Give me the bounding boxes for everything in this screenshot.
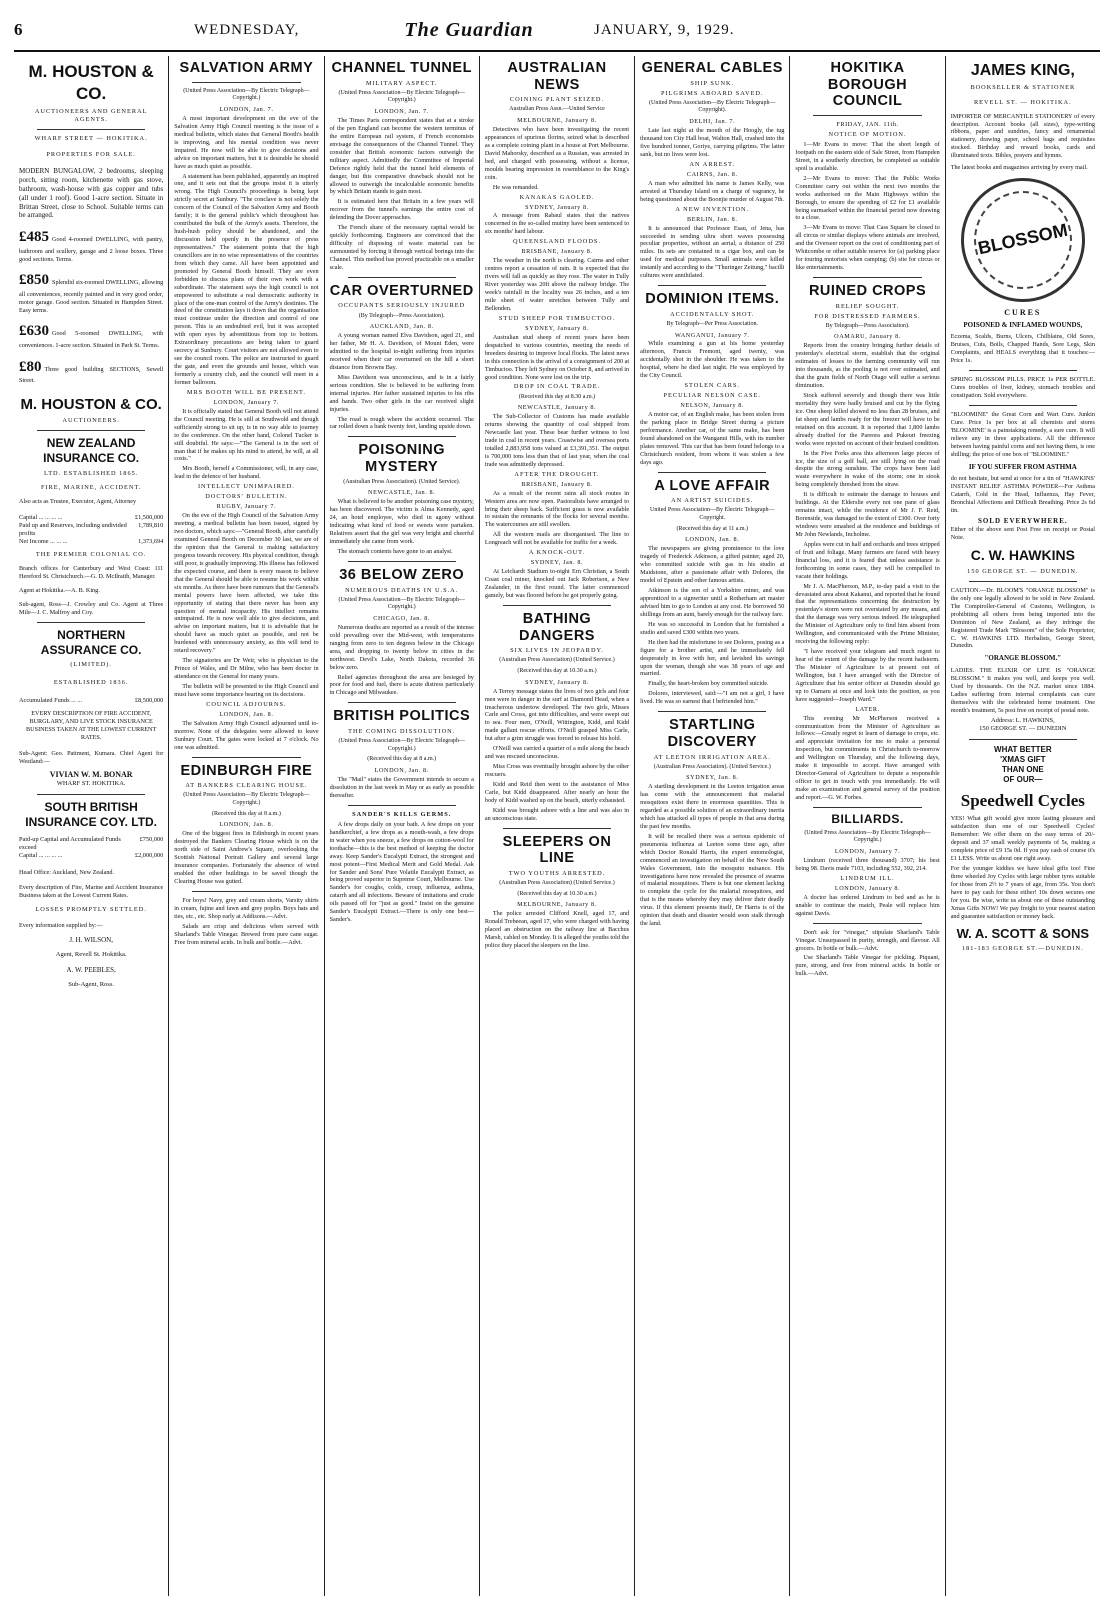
paragraph: Kidd was brought ashore with a line and was also in an unconscious state. xyxy=(484,806,630,822)
car-overturned-heading: CAR OVERTURNED xyxy=(329,282,474,299)
dateline: NELSON, January 8. xyxy=(680,402,745,410)
ladies-text: LADIES. THE ELIXIR OF LIFE IS "ORANGE BLOSSOM." It makes you well, and keeps you well. Used by thousands. On the N.Z. market since 1884. Ladies suffering from internal complaints can cure themselves with the celebrated home treatment. One month's treatment, 5s post free on receipt of postal note. xyxy=(950,667,1095,715)
credit: (United Press Association—By Electric Telegraph—Copyright). xyxy=(649,99,776,114)
divider xyxy=(658,711,766,712)
caution-text: CAUTION.—Dr. BLOOM'S "ORANGE BLOSSOM" is the only one legally allowed to be sold in New Zealand. The Comptroller-General of Customs, Wellington, is prohibiting all others from being imported into the Dominion of New Zealand, as they infringe the Registered Trade Mark "Blossom" of the Sole Proprietor, C. W. HAWKINS LTD. Herbalists, George Street, Dunedin. xyxy=(950,586,1095,650)
startling-discovery-heading: STARTLING DISCOVERY xyxy=(667,717,757,750)
cures: CURES xyxy=(1004,308,1042,318)
dateline: BRISBANE, January 8. xyxy=(521,248,593,256)
subheading: QUEENSLAND FLOODS. xyxy=(513,238,601,246)
salvation-army-heading: SALVATION ARMY xyxy=(179,60,314,76)
seal-text: BLOSSOM xyxy=(965,182,1081,298)
paragraph: All the western mails are disorganised. The line to Longreach will not be available for traffic for a week. xyxy=(484,531,630,547)
sbi-every: Every description of Fire, Marine and Accident Insurance Business taken at the Lowest Current Rates. xyxy=(19,884,164,900)
divider xyxy=(969,405,1077,406)
subheading: AN ARTIST SUICIDES. xyxy=(671,497,754,505)
subheading: NOTICE OF MOTION. xyxy=(828,130,907,138)
credit: (United Press Association—By Electric Telegraph—Copyright.) xyxy=(183,87,310,102)
subheading: A NEW INVENTION. xyxy=(675,205,750,213)
subheading: COINING PLANT SEIZED. xyxy=(509,96,605,104)
net-value: 1,373,694 xyxy=(138,537,164,545)
advert-sanders: A few drops daily on your bath. A few drops on your handkerchief, a few drops as a mouth-wash, a few drops in water when you sneeze, a few drops on cotton-wool for toothache—this is the best method of keeping the doctor away. Keep Sander's Eucalypti Extract, the strongest and most potent—First Medical Merit and Gold Medal. Ask for Sander and Sons' Pure Volatile Eucalypti Extract, as being proved superior in Supreme Court, Melbourne. Use Sander's for coughs, colds, croup, influenza, asthma, catarrh and all infections. Beware of imitations and crude oils passed off for "just as good." Insist on the genuine Sander's Eucalypti Extract.—There is only one best—Sander's. xyxy=(329,820,474,924)
divider xyxy=(348,277,456,278)
supplied: Every information supplied by:— xyxy=(19,922,103,930)
divider xyxy=(969,739,1077,740)
houston-sub: AUCTIONEERS AND GENERAL AGENTS. xyxy=(34,107,148,123)
bonar-name: VIVIAN W. M. BONAR xyxy=(49,770,133,780)
capital-value: £1,500,000 xyxy=(134,513,164,521)
sleepers-on-line-heading: SLEEPERS ON LINE xyxy=(502,833,612,867)
below-zero-heading: 36 BELOW ZERO xyxy=(339,566,465,583)
hawkins-heading: C. W. HAWKINS xyxy=(970,546,1075,563)
received: (Received this day at 8 a.m.) xyxy=(367,756,437,763)
paragraph: As a result of the recent rains all stock routes in Western area are now open. Pastoralists have arranged to bring their sheep back. Sufficient grass is now available to sustain the remnants of the flocks for several months. The watercourses are still swollen. xyxy=(484,489,630,529)
paragraph: It will be recalled there was a serious epidemic of pneumonia influenza at Leeton some time ago, after which Doctor Ronald Harris, the expert entomologist, commenced an investigation on behalf of the New South Wales Government, into the mosquito nuisance. His investigations have now revealed the presence of swarms of malarial mosquitoes. There is but one element lacking to complete the cycle for the malarial mosquitoes, and that is the means whereby they may deliver their deadly virus. If this element presents itself, Dr Harris is of the opinion that death and disaster would soon stalk through the land. xyxy=(640,832,785,928)
subheading: FOR DISTRESSED FARMERS. xyxy=(814,312,921,320)
paragraph: A startling development in the Leeton irrigation areas has come with the announcement that malarial mosquitoes exist there in enormous quantities. This is regarded as a possible solution of an extraordinary inertia which has attacked all types of people in that area during the past few months. xyxy=(640,783,785,830)
scott-heading: W. A. SCOTT & SONS xyxy=(956,925,1090,941)
dateline: LONDON, Jan. 8. xyxy=(219,710,274,718)
wilson-name: J. H. WILSON, xyxy=(69,936,113,945)
paragraph: Kidd and Reid then went to the assistance of Miss Carle, but Kidd disappeared. After nearly an hour the body of Kidd washed up on the beach, utterly exhausted. xyxy=(484,780,630,804)
dateline: CHICAGO, Jan. 8. xyxy=(373,614,431,622)
column-7 xyxy=(946,56,1100,1596)
subheading: STOLEN CARS. xyxy=(684,382,741,390)
dateline: SYDNEY, January 8. xyxy=(525,678,589,686)
paragraph: Miss Davidson was unconscious, and is in a fairly serious condition. She is believed to be suffering from internal injuries. Her father sustained injuries to his ribs and hands. Two other girls in the car received slight injuries. xyxy=(329,373,474,413)
credit: United Press Association—By Electric Telegraph—Copyright. xyxy=(650,507,775,522)
properties-heading: PROPERTIES FOR SALE. xyxy=(46,150,136,158)
dateline: LONDON, Jan. 8. xyxy=(374,767,429,775)
ruined-crops-heading: RUINED CROPS xyxy=(808,283,927,299)
capital-line xyxy=(19,514,163,522)
received: (Received this day at 11 a.m.) xyxy=(676,525,749,532)
credit: Australian Press Assn.—United Service xyxy=(509,106,605,113)
dateline: NEWCASTLE, Jan. 8. xyxy=(368,489,436,497)
paragraph: The Salvation Army High Council adjourned until to-morrow. None of the delegates were allowed to leave Sunbury Court. The gates were locked at 7 o'clock. No one was admitted. xyxy=(174,719,319,751)
advert-vinegar-2: Use Sharland's Table Vinegar for pickling. Piquant, pure, strong, and free from mineral acids. In bottle or bulk.—Advt. xyxy=(795,954,940,978)
houston-heading: M. HOUSTON & CO. xyxy=(28,62,154,103)
blossom-text: Eczema, Scalds, Burns, Ulcers, Chilblains, Old Sores, Bruises, Cuts, Boils, Chapped Hands, Sore Legs, Skin Complaints, and HEALS everything that it touches:—Price 1s. xyxy=(950,333,1095,365)
paragraph: Stock suffered severely and though there was little mortality they were badly bruised and cut by the flying ice. One sheep killed showed no less than 28 bruises, and fat sheep and lambs ready for the freezer will have to be retained on this account. It is reported that 1,800 lambs already drafted for the Pareora and Pukeuri freezing works were rejected on account of their bruised condition. xyxy=(795,392,940,447)
paragraph: The French share of the necessary capital would be quickly forthcoming. Engineers are convinced that the difficulty of disposing of waste material can be surmounted by forcing it through vertical borings into the Channel. This method has proved practicable on a smaller scale. xyxy=(329,224,474,271)
address-line-2: 150 GEORGE ST. — DUNEDIN xyxy=(979,725,1067,733)
divider xyxy=(813,115,921,116)
dateline: SYDNEY, Jan. 8. xyxy=(686,774,739,782)
subheading: THE COMING DISSOLUTION. xyxy=(348,728,456,736)
paragraph: This evening Mr McPherson received a communication from the Minister of Agriculture as follows:—Greatly regret to learn of damage to crops, etc. and appreciate invitation for me to make a personal inspection, but commitments in Christchurch to-morrow and Wellington on Thursday, and the following days, make it impossible to accept. Have arranged with Director-General of Agriculture to depute a responsible officer to get in touch with you immediately. He will make an examination and general survey of the position and report.—G. W. Forbes. xyxy=(795,714,940,801)
paragraph: Mrs Booth, herself a Commissioner, will, in any case, lead in the defence of her husband. xyxy=(174,465,319,481)
speedwell-heading: Speedwell Cycles xyxy=(960,790,1085,810)
subheading: MRS BOOTH WILL BE PRESENT. xyxy=(186,388,306,396)
nzi-kind: FIRE, MARINE, ACCIDENT. xyxy=(40,483,142,491)
paragraph: On the eve of the High Council of the Salvation Army meeting, a medical bulletin has been issued, signed by two doctors, which says:—"General Booth, after carefully examined General Booth on December 30 last, we are of the opinion that the General is making satisfactory progress towards recovery. His physical condition, though still poor, is gradually improving. His illness has followed the expected course, and there is every reason to believe that the General should be able to resume his work within six months. As there have been rumours that the General's mental powers have been affected, we take this opportunity of stating that there never has been any question of mental incapacity. His intellect remains unimpaired. He is now well able to give decisions, and advise on important matters, but it is advisable that he should have as much quiet as possible, and not be burdened with unnecessary anxiety, as this will tend to retard recovery." xyxy=(174,512,319,655)
nac-every: EVERY DESCRIPTION OF FIRE ACCIDENT, BURGLARY, AND LIVE STOCK INSURANCE BUSINESS TAKEN AT THE LOWEST CURRENT RATES. xyxy=(26,710,157,742)
paragraph: He was remanded. xyxy=(492,183,539,191)
dateline: DELHI, Jan. 7. xyxy=(689,118,736,126)
credit: By Telegraph—Per Press Association. xyxy=(666,320,758,327)
dateline: SYDNEY, Jan. 8. xyxy=(530,559,584,567)
sbi-cap-line xyxy=(19,852,163,860)
dominion-items-heading: DOMINION ITEMS. xyxy=(645,291,780,308)
divider xyxy=(192,891,300,892)
paragraph: The stomach contents have gone to an analyst. xyxy=(337,547,453,555)
dateline: LONDON, Jan. 8. xyxy=(685,536,740,544)
paragraph: 3—Mr Evans to move: That Cass Square be closed to all circus or similar displays where animals are involved, and the Overseer report on the cost of conditioning part of Whitcombe or other suitable reserve for (a) parking place for touring motorists when camping; (b) site for circus or like entertainments. xyxy=(795,224,940,272)
masthead-date: JANUARY, 9, 1929. xyxy=(594,21,735,38)
poisoned: POISONED & INFLAMED WOUNDS, xyxy=(963,321,1083,330)
divider xyxy=(813,923,921,924)
subheading: INTELLECT UNIMPAIRED. xyxy=(197,483,295,491)
divider xyxy=(37,794,145,795)
subheading: PILGRIMS ABOARD SAVED. xyxy=(660,89,764,97)
dateline: BRISBANE, January 8. xyxy=(521,480,593,488)
paragraph: Mr J. A. MacPherson, M.P., to-day paid a visit to the devastated area about Kakanui, and reported that he found that the representations concerning the destruction by yesterday's storm were not overstated by any means, and that the damage was very serious indeed. He telegraphed the Minister of Agriculture only to find him absent from Wellington, and communicated with the Prime Minister, receiving the following reply: xyxy=(795,582,940,646)
price-630: £630 xyxy=(19,323,49,340)
asthma-text: do not hesitate, but send at once for a tin of "HAWKINS' INSTANT RELIEF ASTHMA POWDER—For Asthma Catarrh, Cold in the Head, Influenza, Hay Fever, Bronchial Affections and Difficult Breathing. Price 2s 6d tin. xyxy=(950,475,1095,515)
paragraph: Relief agencies throughout the area are besieged by poor for food and fuel, there is acute distress particularly in Chicago and Milwaukee. xyxy=(329,673,474,697)
credit: By Telegraph—Press Association). xyxy=(825,322,910,329)
credit: (United Press Association—By Electric Telegraph—Copyright.) xyxy=(183,792,310,806)
subheading: SIX LIVES IN JEOPARDY. xyxy=(510,647,604,655)
dateline: MELBOURNE, January 8. xyxy=(517,901,597,909)
paragraph: The weather in the north is clearing. Cairns and other centres report a cessation of rain. It is expected that the rivers will fall as quickly as they rose. The water in Tully River yesterday was 20ft above the railway bridge. The week's rainfall in the locality was 26 inches, and a ten mile sheet of water stretches between Tully and Bellenden. xyxy=(484,257,630,312)
divider xyxy=(348,805,456,806)
advert-addisons: For boys! Navy, grey and cream shorts, Varsity shirts in cream, fujine and fawn and grey poplin. Boys hats and ties, etc., etc. Shop early at Addisons.—Advt. xyxy=(174,896,319,920)
dateline: AUCKLAND, Jan. 8. xyxy=(369,323,434,331)
paragraph: A motor car, of an English make, has been stolen from the parking place in Bridge Street during a picture performance. Another car, of the same make, has been found abandoned on the Wanganui Hills, with its number plates removed. This car that has been found belongs to a Christchurch resident, from whom it was stolen a few days ago. xyxy=(640,411,785,466)
divider xyxy=(658,285,766,286)
importer-text: IMPORTER OF MERCANTILE STATIONERY of every description. Account books (all sizes), type-writing ribbons, paper and sundries, fancy and ornamental stationery, drawing paper, school bags and requisites stocked. Birthday and reward books, cards and illuminated texts. Bibles, prayers and hymns. xyxy=(950,112,1095,160)
dateline: LONDON, Jan. 7. xyxy=(219,106,274,114)
column-4 xyxy=(480,56,635,1596)
sbi-heading: SOUTH BRITISH INSURANCE COY. LTD. xyxy=(25,799,158,830)
paragraph: It is estimated here that Britain in a few years will recover from the tunnel's earnings the entire cost of defending the Dover approaches. xyxy=(329,198,474,222)
dateline: RUGBY, January 7. xyxy=(216,503,277,511)
bonar-address: WHARF ST. HOKITIKA. xyxy=(56,780,126,788)
net-line xyxy=(19,538,163,546)
credit: (United Press Association—By Electric Telegraph—Copyright.) xyxy=(338,738,465,752)
nzi-established: LTD. ESTABLISHED 1865. xyxy=(43,469,139,477)
sbi-cap-value: £2,000,000 xyxy=(134,852,164,860)
love-affair-heading: A LOVE AFFAIR xyxy=(654,477,771,494)
paragraph: A young woman named Elva Davidson, aged 21, and her father, Mr H. A. Davidson, of Mount Eden, were admitted to the hospital to-night suffering from injuries received when their car overturned on the hill a short distance from Browns Bay. xyxy=(329,332,474,371)
divider xyxy=(348,436,456,437)
latest-books: The latest books and magazines arriving by every mail. xyxy=(950,164,1088,172)
divider xyxy=(192,82,300,83)
subheading: AN ARREST. xyxy=(689,160,736,168)
column-6 xyxy=(790,56,945,1596)
dateline: FRIDAY, JAN. 11th. xyxy=(836,121,899,129)
paragraph: Atkinson is the son of a Yorkshire miner, and was apprenticed to a signwriter until a Rotherham art master advised him to go to London at any cost. He borrowed 50 shillings from an aunt, barely enough for the railway fare. xyxy=(640,587,785,618)
subheading: AFTER THE DROUGHT. xyxy=(514,470,600,478)
bungalow-text: MODERN BUNGALOW, 2 bedrooms, sleeping porch, sitting room, kitchenette with gas stove, bathroom, wash-house with gas copper and tubs (all under 1 roof). Good 1-acre section. Situate in Brittan Street, close to School. Suitable terms can be arranged. xyxy=(19,166,164,220)
paragraph: The newspapers are giving prominence to the love tragedy of Frederick Atkinson, a gifted painter, aged 20, who committed suicide with gas in his studio at Maidstone, after a passionate affair with Dolores, the model of Epstein and other famous artists. xyxy=(640,545,785,585)
paragraph: Late last night at the mouth of the Hoogly, the tug thousand ton City Hall boat, Walton Hall, crashed into the five hundred tonner, Goriye, carrying pilgrims. The latter sank, but no lives were lost. xyxy=(640,127,785,158)
divider xyxy=(192,757,300,758)
paragraph: 1—Mr Evans to move: That the short length of footpath on the eastern side of Sale Street, from Hampden Street, in a southerly direction, be completed as suitable spoil is available. xyxy=(795,141,940,172)
paid-line xyxy=(19,522,163,538)
houston-heading-2: M. HOUSTON & CO. xyxy=(20,395,162,413)
subheading: AT LEETON IRRIGATION AREA. xyxy=(653,753,771,761)
received: (Received this day at 10.30 a.m.) xyxy=(517,890,597,897)
divider xyxy=(969,370,1077,371)
houston-sub-2: AUCTIONEERS. xyxy=(62,416,120,424)
paragraph: It is officially stated that General Booth will not attend the Council meeting. He is still at Southwold and though sufficiently strong to sit up, is in no way able to journey to the conference. On the other hand, Colonel Tucker is still doubtful. He says:—"The General is in the sort of man that if he makes up his mind to attend, he will, at all costs." xyxy=(174,407,319,463)
agent-hokitika: Agent at Hokitika.—A. B. King. xyxy=(19,586,100,594)
dateline: WANGANUI, January 7. xyxy=(674,331,750,339)
credit: (United Press Association—By Electric Telegraph—Copyright.) xyxy=(338,89,465,104)
paragraph: A man who admitted his name is James Kelly, was arrested at Thursday Island on a charge of vagrancy, he being questioned about the Boonjie murder of August 7th. xyxy=(640,179,785,203)
divider xyxy=(37,622,145,623)
paragraph: O'Neill was carried a quarter of a mile along the beach and was rescued unconscious. xyxy=(484,745,630,761)
spring-blossom-seal xyxy=(961,178,1085,302)
paragraph: The Sub-Collector of Customs has made available returns showing the quantity of coal shipped from Newcastle last year. These bear further witness to lost trade in coal in recent years. Coastwise and oversea ports totalled 2,883,958 tons valued at £3,391,351. The output is 700,000 tons less than that of last year, when the coal trade was admittedly depressed. xyxy=(484,413,630,468)
gift-line-2: 'XMAS GIFT xyxy=(1000,754,1046,764)
paragraph: The police arrested Clifford Knell, aged 17, and Ronald Trebeean, aged 17, who were charged with having placed an obstruction on the railway line at Bacchus Marsh, cabled on Monday. It is alleged the youths told the police they placed the sleepers on the line. xyxy=(484,910,630,950)
later: LATER. xyxy=(855,705,880,713)
subheading: KANAKAS GAOLED. xyxy=(519,193,595,201)
dateline: LONDON, January 7. xyxy=(213,398,280,406)
poisoning-mystery-heading: POISONING MYSTERY xyxy=(358,442,446,476)
dateline: MELBOURNE, January 8. xyxy=(517,117,597,125)
price-850: £850 xyxy=(19,272,49,289)
branch-offices: Branch offices for Canterbury and West Coast: 111 Hereford St. Christchurch.—G. D. McIlraith, Manager. xyxy=(19,564,164,580)
paragraph: The bulletin will be presented to the High Council and must have some importance bearing on its decisions. xyxy=(174,682,319,698)
paragraph: "I have received your telegram and much regret to hear of the extent of the damage by the recent hailstorm. The Minister of Agriculture is at present out of Wellington, but I have arranged with the Director of Agriculture that his senior officer at Dunedin should go up to Oamaru at once and look into the position, as you have suggested—Joseph Ward." xyxy=(795,648,940,703)
peebles-agent: Sub-Agent, Ross. xyxy=(68,980,114,988)
subheading: ACCIDENTALLY SHOT. xyxy=(670,310,755,318)
net-label: Net Income ... ... ... xyxy=(19,537,68,545)
sub-agents: Sub-agent, Ross—J. Crowley and Co. Agent at Three Mile—J. C. Malfroy and Coy. xyxy=(19,600,164,616)
paragraph: The Times Paris correspondent states that at a stroke of the pen England can become the western terminus of the entire European rail system, if French economists envisage the consequences of the Channel Tunnel. They consider that British economic factors outweigh the military aspect. Admittedly the Committee of Imperial Defence rightly held that the tunnel held elements of danger, but this comparative drawback should not be allowed to outweigh the incalculable economic benefits by which Britain stands to gain most. xyxy=(329,117,474,196)
hawkins-address: 150 GEORGE ST. — DUNEDIN. xyxy=(967,567,1079,575)
bookseller: BOOKSELLER & STATIONER xyxy=(970,84,1076,92)
speedwell-text-2: For the younger kiddies we have ideal gifts too! Fine three wheeled Joy Cycles with large rubber tyres suitable for those from 2½ to 7 years of age, from 35s. You don't have to pay cash for these either! 10s down secures one for you. Be wise, write us about one of these outstanding Xmas Gifts NOW! We pay freight to your nearest station and guarantee satisfaction or money back. xyxy=(950,864,1095,920)
paragraph: He then had the misfortune to see Dolores, posing as a figure for a brother artist, and he immediately fell desperately in love with her, and lavished his savings upon the woman, though she was 38 years of age and married. xyxy=(640,638,785,678)
paragraph: One of the biggest fires in Edinburgh in recent years destroyed the Bankers Clearing House which is on the north side of Saint Andrew's Square, overlooking the Scottish National Portrait Gallery and several large insurance companies. Fortunately the absence of wind enabled the other buildings to be saved though the Clearing House was gutted. xyxy=(174,830,319,885)
nac-sub: (LIMITED). xyxy=(70,661,112,669)
accumulated-value: £8,500,000 xyxy=(134,697,164,705)
subheading: TWO YOUTHS ARRESTED. xyxy=(508,869,606,877)
text-630: Good 5-roomed DWELLING, with conveniences. 1-acre section. Situated in Park St. Terms. xyxy=(19,330,164,349)
credit: (By Telegraph—Press Association). xyxy=(358,312,445,319)
paragraph: While examining a gun at his home yesterday afternoon, Francis Fremont, aged twenty, was accidentally shot in the shoulder. He was taken to the hospital, where he died last night. He was employed by the City Council. xyxy=(640,340,785,380)
paragraph: 2—Mr Evans to move: That the Public Works Committee carry out within the next two months the works authorised on the Main Highways within the Borough, to ensure the spending of £2 for £1 available being earmarked within the financial period now drawing to a close. xyxy=(795,174,940,222)
sbi-paid-value: £750,000 xyxy=(139,836,164,844)
text-850: Splendid six-roomed DWELLING, allowing all conveniences, recently painted and in very good order, motor garage. Good section. Situated in Hampden Street. Easy terms. xyxy=(19,279,164,314)
subheading: MILITARY ASPECT. xyxy=(365,79,438,87)
subheading: DROP IN COAL TRADE. xyxy=(513,383,601,391)
credit: (Australian Press Association). (United Service). xyxy=(343,478,461,485)
subheading: COUNCIL ADJOURNS. xyxy=(206,700,287,708)
nzi-heading: NEW ZEALAND INSURANCE CO. xyxy=(43,435,140,466)
divider xyxy=(503,828,611,829)
advert-vinegar: Don't ask for "vinegar," stipulate Sharland's Table Vinegar. Unsurpassed in purity, strength, and flavour. All grocers. In bottle or bulk.—Advt. xyxy=(795,928,940,952)
paragraph: A statement has been published, apparently an inspired one, and it sets out that the groups insist it is utterly wrong. The High Council's proceedings is being kept strictly secret at Sunbury. "The conclave is not solely the concern of the Council of the Salvation Army and Booth family; it is the general public's which throughout has contributed the bulk of the Army's assets. Therefore, the hush-hush policy should be abandoned, and the discussion held openly in the presence of press representatives." The statement points that the high councillors are in no wise representatives of the countries from which they came. All have been appointed and promoted by General Booth himself. They are even forbidden to discuss plans of their own work with a subordinate. The statement says the high council is not empowered to substitute a real democratic authority in place of the one-man control of the Army's destinies. The deed of the constitution lays it down that the organisation must continue under the direction and control of one person. This is an undoubted evil, but it was accepted with open eyes by adventitious from top to bottom. Extraordinary precautions are being taken to guard secrecy at Sunbury. Court visitors are not allowed even to see the council room. The police are instructed to guard the gate, and even the grounds and house, which was formerly a country club, and the council will meet in a former ballroom. xyxy=(174,172,319,386)
masthead xyxy=(14,10,1100,52)
price-80: £80 xyxy=(19,358,42,375)
column-2 xyxy=(169,56,324,1596)
subheading: SANDER'S KILLS GERMS. xyxy=(352,810,452,818)
subheading: PECULIAR NELSON CASE. xyxy=(663,392,761,400)
subheading: NUMEROUS DEATHS IN U.S.A. xyxy=(345,586,459,594)
paragraph: Detectives who have been investigating the recent appearances of spurious florins, seized what is described as a complete coining plant in a house at Port Melbourne. David Mahorsky, described as a Russian, was arrested in bed, and charged with possessing, without a license, moulds bearing impression in resemblance to the King's coin. xyxy=(484,126,630,181)
masthead-day: WEDNESDAY, xyxy=(194,21,300,38)
asthma-heading: IF YOU SUFFER FROM ASTHMA xyxy=(968,462,1077,471)
divider xyxy=(969,581,1077,582)
divider xyxy=(37,430,145,431)
paragraph: Apples were cut in half and orchards and trees stripped of fruit and foliage. Many farmers are faced with heavy financial loss, and it is feared that unless assistance is forthcoming in some cases, they will be compelled to vacate their holdings. xyxy=(795,540,940,580)
sbi-cap-label: Capital ... ... ... ... xyxy=(19,852,63,860)
wilson-agent: Agent, Revell St. Hokitika. xyxy=(55,951,127,959)
paragraph: Lindrum (received three thousand) 3707; his best being 98. Davis made 7103, including 552, 392, 214. xyxy=(795,856,940,872)
capital-label: Capital ... ... ... ... xyxy=(19,513,63,521)
speedwell-text: YES! What gift would give more lasting pleasure and satisfaction than one of our Speedwell Cycles! Remember: We offer them on the easy terms of 20/- deposit and 37 small weekly payments of 5s, making a complete price of £9 15s 0d. If you pay cash of course it's £1 LESS. Write us about one right away. xyxy=(950,815,1095,862)
nac-established: ESTABLISHED 1836. xyxy=(53,679,129,687)
nzi-trustee: Also acts as Trustee, Executor, Agent, Attorney xyxy=(19,497,137,505)
sub-agent-2: Sub-Agent: Geo. Pattment, Kumara. Chief Agent for Westland:— xyxy=(19,750,164,766)
dateline: SYDNEY, January 8. xyxy=(525,203,589,211)
paragraph: A most important development on the eve of the Salvation Army High Council meeting is the issue of a medical bulletin, which states that General Booth's health is improving, and his mental condition was never impaired. He now will be able to give decisions and advice on important matters, but it is desirable he should have as much quiet as possible. xyxy=(174,114,319,170)
paragraph: What is believed to be another poisoning case mystery, has been discovered. The victim is Alma Kennedy, aged 24, an hotel employee, who died in agony without indicating what kind of food or sweets were partaken. Relatives assert that the girl was very bright and cheerful immediately she came from work. xyxy=(329,498,474,546)
paragraph: Numerous deaths are reported as a result of the intense cold prevailing over the Mid-west, with temperatures ranging from zero to ten degrees below in the Chicago area, and dropping to twenty below in cities in the northwest. Devil's Lake, North Dakota, recorded 36 below zero. xyxy=(329,623,474,671)
divider xyxy=(658,472,766,473)
received: (Received this day at 10.30 a.m.) xyxy=(517,668,597,675)
credit: (Australian Press Association) (United Service.) xyxy=(499,880,615,887)
subheading: AT BANKERS CLEARING HOUSE. xyxy=(185,782,308,790)
dateline: CAIRNS, Jan. 8. xyxy=(686,170,738,178)
dateline: SYDNEY, January 8. xyxy=(525,324,589,332)
divider xyxy=(813,277,921,278)
paragraph: He was so successful in London that he furnished a studio and saved £300 within two years. xyxy=(640,620,785,636)
sbi-paid-label: Paid-up Capital and Accumulated Funds exceed xyxy=(19,836,121,852)
gift-line-4: OF OUR— xyxy=(1003,775,1043,785)
columns xyxy=(14,56,1100,1596)
dateline: LONDON, Jan. 8. xyxy=(219,821,274,829)
paragraph: Miss Cross was eventually brought ashore by the other rescuers. xyxy=(484,763,630,778)
paid-value: 1,789,810 xyxy=(138,521,164,529)
paragraph: The road is rough where the accident occurred. The car rolled down a bank twenty feet, landing upside down. xyxy=(329,415,474,431)
paragraph: A message from Rabaul states that the natives concerned in the so-called mutiny have been sentenced to six months' hard labour. xyxy=(484,212,630,236)
gift-line-3: THAN ONE xyxy=(1001,765,1044,775)
newspaper-title: The Guardian xyxy=(404,18,534,41)
billiards-heading: BILLIARDS. xyxy=(831,811,904,826)
bloomine-text: "BLOOMINE" the Great Corn and Wart Cure. Junkin Cure. Price 1s per box at all chemists and stores 'BLOOMINE' is a painstaking remedy, a sure cure. It will relieve any in three applications. All the difference between having painful corns and not having them, is one shilling; the price of one box of "BLOOMINE." xyxy=(950,410,1095,458)
paragraph: The "Mail" states the Government intends to secure a dissolution in the last week in May or as early as possible thereafter. xyxy=(329,776,474,799)
edinburgh-fire-heading: EDINBURGH FIRE xyxy=(180,762,313,779)
sbi-head-office: Head Office: Auckland, New Zealand. xyxy=(19,868,115,876)
orange-blossom: "ORANGE BLOSSOM." xyxy=(984,654,1062,663)
bathing-dangers-heading: BATHING DANGERS xyxy=(518,610,595,644)
paragraph: Finally, the heart-broken boy committed suicide. xyxy=(648,680,769,688)
advert-vinegar: Salads are crisp and delicious when served with Sharland's Table Vinegar. Brewed from pure cane sugar. Free from mineral acids. In bulk and bottle.—Advt. xyxy=(174,922,319,946)
dateline: LONDON, January 8. xyxy=(834,884,901,892)
divider xyxy=(348,561,456,562)
column-1 xyxy=(14,56,169,1596)
australian-news-heading: AUSTRALIAN NEWS xyxy=(507,60,607,93)
subheading: OCCUPANTS SERIOUSLY INJURED xyxy=(338,302,466,310)
paid-label: Paid up and Reserves, including undivided profits xyxy=(19,521,127,537)
received: (Received this day at 8.30 a.m.) xyxy=(518,393,596,400)
divider xyxy=(348,702,456,703)
general-cables-heading: GENERAL CABLES xyxy=(641,60,783,76)
sbi-paid-line xyxy=(19,836,163,852)
received: (Received this day at 8 a.m.) xyxy=(212,810,281,817)
peebles-name: A. W. PEEBLES, xyxy=(66,965,116,974)
dateline: LONDON, January 7. xyxy=(834,848,901,856)
dateline: BERLIN, Jan. 8. xyxy=(687,215,738,223)
credit: (United Press Association—By Electric Telegraph—Copyright.) xyxy=(338,596,465,611)
sold-everywhere: SOLD EVERYWHERE. xyxy=(977,517,1068,526)
subheading: DOCTORS' BULLETIN. xyxy=(205,493,288,501)
column-5 xyxy=(635,56,790,1596)
james-king-heading: JAMES KING, xyxy=(970,62,1075,79)
nac-heading: NORTHERN ASSURANCE CO. xyxy=(40,627,142,657)
subheading: A KNOCK-OUT. xyxy=(528,549,586,557)
credit: (Australian Press Association). (United Service.) xyxy=(653,763,771,770)
channel-tunnel-heading: CHANNEL TUNNEL xyxy=(331,60,472,76)
credit: (United Press Association—By Electric Telegraph—Copyright.) xyxy=(804,829,931,844)
divider xyxy=(813,807,921,808)
post-free: Either of the above sent Post Free on receipt or Postal Note. xyxy=(950,526,1095,542)
page-number: 6 xyxy=(14,20,24,39)
subheading: STUD SHEEP FOR TIMBUCTOO. xyxy=(498,314,616,322)
paragraph: It is announced that Professor Esau, of Jena, has succeeded in sending ultra short waves possessing peculiar properties, without an aerial, a distance of 250 miles. Its sets are contained in a cigar box, and can be used for medical purposes. Small animals were killed instantly and according to the "Thuringer Zeitung," bacilli cultures were annihilated. xyxy=(640,224,785,280)
paragraph: It is difficult to estimate the damage to houses and buildings. At the Elderslie every not one pane of glass remains intact, while the residence of Mr J. F. Reid, Borenside, was damaged to the extent of £300. Over forty windows were smashed at the residence and buildings of Mr John Newlands, Incholme. xyxy=(795,491,940,538)
dateline: NEWCASTLE, January 8. xyxy=(517,404,597,412)
subheading: LINDRUM ILL. xyxy=(840,874,895,882)
column-3 xyxy=(325,56,480,1596)
subheading: RELIEF SOUGHT. xyxy=(835,302,900,310)
paragraph: A Terrey message states the lives of two girls and four men were in danger in the surf at Diamond Head, when a treacherous undertow developed. The two girls, Misses Carle and Cross, got into difficulties, and were swept out to sea. Four men, O'Neill, Wittington, Kidd, and Kidd made gallant rescue efforts. O'Neill grasped Miss Carle, but after a grim struggle was forced to release his hold. xyxy=(484,687,630,743)
address-line: Address: L. HAWKINS, xyxy=(990,717,1055,724)
dateline: LONDON, Jan. 7. xyxy=(374,108,429,116)
subheading: SHIP SUNK. xyxy=(690,79,735,87)
paragraph: Australian stud sheep of recent years have been despatched to various countries, meeting the needs of breeders desiring to improve local flocks. The latest news in this connection is the arrival of a consignment of 200 at Timbuctoo. They left Sydney on October 8, and arrived in good condition. None were lost on the trip. xyxy=(484,333,630,381)
text-485: Good 4-roomed DWELLING, with pantry, bathroom and scullery, garage and 2 loose boxes. Three good sections. Terms. xyxy=(19,236,164,263)
divider xyxy=(37,129,145,130)
paragraph: Dolores, interviewed, said:—"I am not a girl, I have lived. He was so earnest that I befriended him." xyxy=(640,690,785,706)
paragraph: Reports from the country bringing further details of yesterday's electrical storm, establish that the original estimates of losses to the farming community will run into thousands, as the pooling is not over estimated, and that the grain fields of North Otago will suffer a serious diminution. xyxy=(795,342,940,390)
accumulated-label: Accumulated Funds ... ... xyxy=(19,697,83,705)
text-80: Three good building SECTIONS, Sewell Street. xyxy=(19,365,164,384)
pills-text: SPRING BLOSSOM PILLS. PRICE 1s PER BOTTLE. Cures troubles of liver, kidney, stomach troubles and constipation. Sold everywhere. xyxy=(950,376,1095,399)
paragraph: In the Five Forks area this afternoon large pieces of ice, the size of a golf ball, are still lying on the road despite the strong sunshine. The crops have been laid waste everywhere in wake of the storm; one in stook being completely threshed from the straw. xyxy=(795,449,940,489)
houston-wharf: WHARF STREET — HOKITIKA. xyxy=(34,134,148,142)
accumulated-line xyxy=(19,697,163,705)
british-politics-heading: BRITISH POLITICS xyxy=(333,708,471,725)
losses: LOSSES PROMPTLY SETTLED. xyxy=(35,906,147,914)
james-king-address: REVELL ST. — HOKITIKA. xyxy=(973,98,1072,106)
gift-line-1: WHAT BETTER xyxy=(994,744,1052,754)
paragraph: A doctor has ordered Lindrum to bed and as he is unable to continue the match, Peale will replace him against Davis. xyxy=(795,893,940,917)
premier: THE PREMIER COLONIAL CO. xyxy=(35,550,147,558)
credit: (Australian Press Association) (United Service.) xyxy=(499,657,615,664)
price-485: £485 xyxy=(19,229,49,246)
scott-address: 181-183 GEORGE ST.—DUNEDIN. xyxy=(961,945,1084,953)
paragraph: At Leichardt Stadium to-night Ern Christian, a South Coast coal miner, knocked out Jack Robertson, a New Zealander, in the first round. The latter commenced gamely, but was floored before he got properly going. xyxy=(484,568,630,600)
paragraph: The signatories are Dr Weir, who is physician to the Prince of Wales, and Dr Milne, who has been doctor in attendance on the General for many years. xyxy=(174,657,319,681)
borough-council-heading: HOKITIKA BOROUGH COUNCIL xyxy=(827,60,908,110)
dateline: OAMARU, January 8. xyxy=(834,333,901,341)
divider xyxy=(503,605,611,606)
